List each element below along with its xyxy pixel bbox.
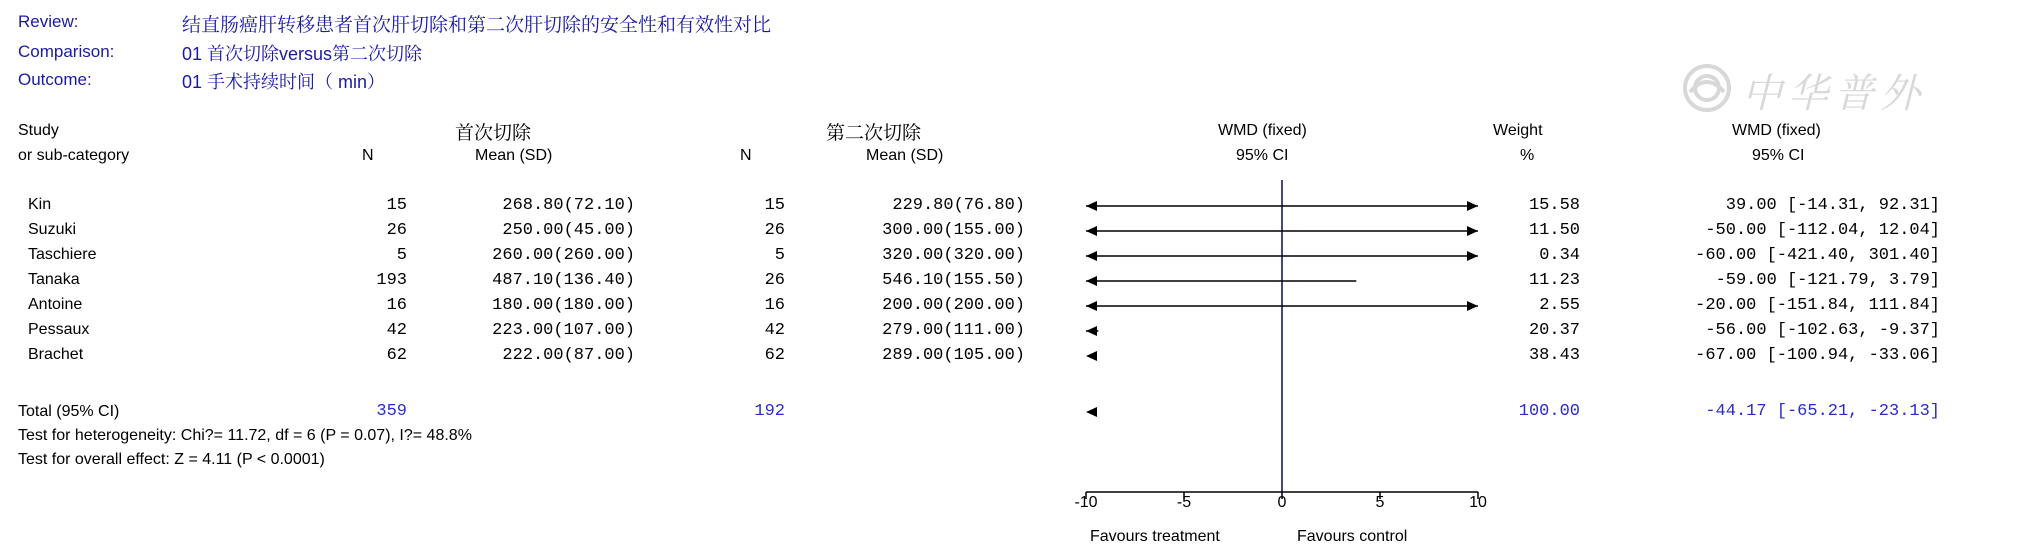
mean-sd-1: 222.00(87.00) <box>502 346 635 365</box>
n1-value: 42 <box>386 321 407 340</box>
col-plot-ci: 95% CI <box>1236 147 1289 164</box>
n1-value: 5 <box>396 246 407 265</box>
outcome-value: 01 手术持续时间（ min） <box>182 72 386 92</box>
col-group2-n: N <box>740 147 752 164</box>
wmd-ci-value: -67.00 [-100.94, -33.06] <box>1695 346 1940 365</box>
n1-value: 16 <box>386 296 407 315</box>
ci-arrow-right-kin <box>1467 201 1478 211</box>
study-name: Suzuki <box>28 221 77 238</box>
x-tick-label: -10 <box>1074 494 1098 511</box>
review-label: Review: <box>18 12 79 31</box>
ci-arrow-right-suzuki <box>1467 226 1478 236</box>
ci-arrow-left-taschiere <box>1086 251 1097 261</box>
mean-sd-1: 487.10(136.40) <box>492 271 635 290</box>
favours-right-label: Favours control <box>1297 528 1408 545</box>
weight-value: 15.58 <box>1528 196 1580 215</box>
weight-value: 11.23 <box>1528 271 1580 290</box>
ci-arrow-left-kin <box>1086 201 1097 211</box>
mean-sd-1: 223.00(107.00) <box>492 321 635 340</box>
weight-value: 0.34 <box>1539 246 1580 265</box>
study-name: Taschiere <box>28 246 97 263</box>
mean-sd-2: 229.80(76.80) <box>892 196 1025 215</box>
heterogeneity-test: Test for heterogeneity: Chi?= 11.72, df = 6 (P = 0.07), I?= 48.8% <box>18 427 472 444</box>
favours-left-label: Favours treatment <box>1090 528 1220 545</box>
pooled-diamond <box>1086 407 1097 417</box>
mean-sd-2: 279.00(111.00) <box>882 321 1025 340</box>
n2-value: 42 <box>764 321 785 340</box>
ci-arrow-right-taschiere <box>1467 251 1478 261</box>
col-group1-n: N <box>362 147 374 164</box>
weight-value: 20.37 <box>1528 321 1580 340</box>
watermark-text: 中华普外 <box>1742 71 1926 117</box>
ci-arrow-left-brachet <box>1086 351 1097 361</box>
ci-arrow-left-pessaux <box>1086 326 1097 336</box>
mean-sd-1: 268.80(72.10) <box>502 196 635 215</box>
total-weight: 100.00 <box>1518 402 1580 421</box>
mean-sd-1: 180.00(180.00) <box>492 296 635 315</box>
n2-value: 16 <box>764 296 785 315</box>
total-n1: 359 <box>376 402 407 421</box>
review-title: 结直肠癌肝转移患者首次肝切除和第二次肝切除的安全性和有效性对比 <box>182 15 772 36</box>
col-subcategory: or sub-category <box>18 147 130 164</box>
wmd-ci-value: -59.00 [-121.79, 3.79] <box>1715 271 1940 290</box>
weight-value: 11.50 <box>1528 221 1580 240</box>
total-n2: 192 <box>754 402 785 421</box>
mean-sd-2: 546.10(155.50) <box>882 271 1025 290</box>
study-name: Brachet <box>28 346 84 363</box>
wmd-ci-value: 39.00 [-14.31, 92.31] <box>1725 196 1940 215</box>
wmd-ci-value: -60.00 [-421.40, 301.40] <box>1695 246 1940 265</box>
wmd-ci-value: -56.00 [-102.63, -9.37] <box>1705 321 1940 340</box>
col-group1-name: 首次切除 <box>455 123 532 144</box>
study-name: Pessaux <box>28 321 90 338</box>
mean-sd-2: 289.00(105.00) <box>882 346 1025 365</box>
outcome-label: Outcome: <box>18 70 92 89</box>
comparison-value: 01 首次切除versus第二次切除 <box>182 44 423 64</box>
study-name: Kin <box>28 196 52 213</box>
n2-value: 26 <box>764 221 785 240</box>
ci-arrow-left-tanaka <box>1086 276 1097 286</box>
wmd-ci-value: -20.00 [-151.84, 111.84] <box>1695 296 1940 315</box>
col-group2-name: 第二次切除 <box>826 123 922 144</box>
weight-value: 2.55 <box>1539 296 1580 315</box>
col-plot-title: WMD (fixed) <box>1218 122 1307 139</box>
ci-arrow-left-antoine <box>1086 301 1097 311</box>
x-tick-label: 10 <box>1469 494 1487 511</box>
ci-arrow-left-suzuki <box>1086 226 1097 236</box>
n1-value: 15 <box>386 196 407 215</box>
comparison-label: Comparison: <box>18 42 115 61</box>
study-name: Antoine <box>28 296 83 313</box>
overall-effect-test: Test for overall effect: Z = 4.11 (P < 0.0001) <box>18 451 325 468</box>
col-group2-mean-sd: Mean (SD) <box>866 147 944 164</box>
n1-value: 26 <box>386 221 407 240</box>
wmd-ci-value: -50.00 [-112.04, 12.04] <box>1705 221 1940 240</box>
mean-sd-2: 320.00(320.00) <box>882 246 1025 265</box>
col-weight: Weight <box>1493 122 1543 139</box>
x-tick-label: 0 <box>1277 494 1287 511</box>
col-result-ci: 95% CI <box>1752 147 1805 164</box>
n2-value: 62 <box>764 346 785 365</box>
mean-sd-1: 250.00(45.00) <box>502 221 635 240</box>
n1-value: 62 <box>386 346 407 365</box>
n1-value: 193 <box>376 271 407 290</box>
study-name: Tanaka <box>28 271 80 288</box>
weight-value: 38.43 <box>1528 346 1580 365</box>
col-result: WMD (fixed) <box>1732 122 1821 139</box>
total-label: Total (95% CI) <box>18 403 120 420</box>
x-tick-label: 5 <box>1375 494 1385 511</box>
mean-sd-2: 200.00(200.00) <box>882 296 1025 315</box>
col-weight-unit: % <box>1520 147 1535 164</box>
x-tick-label: -5 <box>1176 494 1192 511</box>
ci-arrow-right-antoine <box>1467 301 1478 311</box>
total-ci: -44.17 [-65.21, -23.13] <box>1705 402 1940 421</box>
mean-sd-1: 260.00(260.00) <box>492 246 635 265</box>
mean-sd-2: 300.00(155.00) <box>882 221 1025 240</box>
col-group1-mean-sd: Mean (SD) <box>475 147 553 164</box>
n2-value: 15 <box>764 196 785 215</box>
n2-value: 26 <box>764 271 785 290</box>
n2-value: 5 <box>774 246 785 265</box>
col-study: Study <box>18 122 59 139</box>
